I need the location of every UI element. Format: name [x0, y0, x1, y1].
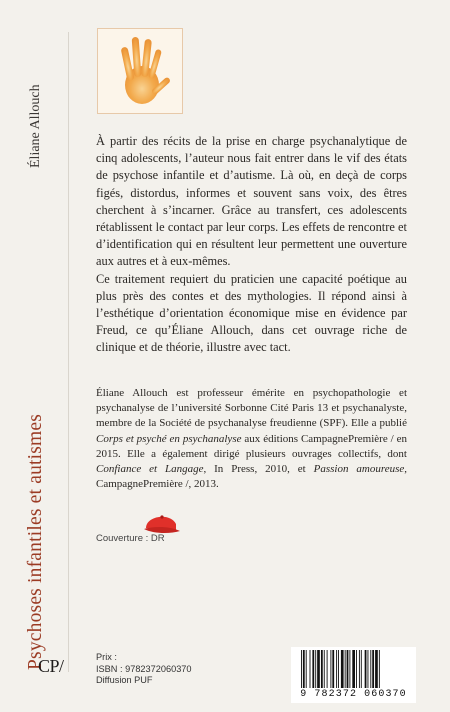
bio-text-3: , In Press, 2010, et — [203, 463, 314, 476]
spine-author: Éliane Allouch — [28, 84, 43, 168]
barcode-bar — [349, 650, 350, 688]
barcode-bar — [379, 650, 380, 688]
spine-title: Psychoses infantiles et autismes — [25, 413, 46, 670]
barcode-bar — [341, 650, 344, 688]
barcode-bar — [338, 650, 339, 688]
publisher-logo: CP/ — [38, 656, 64, 676]
barcode-bar — [312, 650, 314, 688]
barcode-bar — [365, 650, 367, 688]
barcode-bar — [321, 650, 323, 688]
bio-text-4: , CampagnePremière /, 2013. — [96, 463, 408, 491]
barcode-bar — [359, 650, 360, 688]
barcode-bar — [315, 650, 316, 688]
isbn-label: ISBN : 9782372060370 — [96, 663, 192, 674]
bio-text-1: Éliane Allouch est professeur émérite en psychopathologie et psychanalyse de l’université Sorbonne Cité Paris 13 et psychanalyste, membre de la Société de psychanalyse freudienne (SPF). Elle a publié — [96, 387, 407, 430]
barcode-bar — [336, 650, 337, 688]
barcode-bar — [330, 650, 331, 688]
barcode-number: 9 782372 060370 — [300, 689, 407, 700]
synopsis-paragraph-1: À partir des récits de la prise en charge psychanalytique de cinq adolescents, l’auteur nous fait entrer dans le vif des états de psychose infantile et d’autisme. Là où, en deçà de corps figés, distordus, informes et souvent sans voix, des êtres cherchent à s’incarner. Grâce au transfert, ces adolescents rétablissent le contact par leur corps. Les effets de rencontre et d’identification qui en résultent leur permettent une ouverture aux autres et à eux-mêmes. — [96, 134, 407, 269]
bio-book-1: Corps et psyché en psychanalyse — [96, 432, 242, 445]
cover-credit: Couverture : DR — [96, 533, 165, 544]
bio-book-3: Passion amoureuse — [313, 463, 405, 476]
barcode-bar — [301, 650, 302, 688]
barcode-bar — [327, 650, 328, 688]
barcode-bar — [345, 650, 346, 688]
bio-book-2: Confiance et Langage — [96, 463, 204, 476]
hand-illustration — [97, 28, 183, 114]
price-block — [96, 652, 192, 687]
distribution-label: Diffusion PUF — [96, 675, 153, 686]
hand-icon — [98, 29, 182, 113]
barcode-bars — [301, 650, 406, 688]
price-label: Prix : — [96, 652, 117, 662]
spine-divider — [68, 32, 69, 672]
author-biography — [96, 386, 407, 492]
barcode-bar — [372, 650, 374, 688]
barcode-bar — [356, 650, 357, 688]
barcode-bar — [370, 650, 371, 688]
bio-text-2: aux éditions CampagnePremière / en 2015. Elle a également dirigé plusieurs ouvrages collectifs, dont — [96, 432, 407, 460]
barcode-bar — [375, 650, 378, 688]
barcode-bar — [303, 650, 305, 688]
barcode-bar — [310, 650, 311, 688]
barcode-bar — [347, 650, 349, 688]
barcode-bar — [332, 650, 334, 688]
barcode-bar — [361, 650, 362, 688]
synopsis-paragraph-2: Ce traitement requiert du praticien une capacité poétique au plus près des contes et des mythologies. Il répond ainsi à l’esthétique d’orientation économique mise en évidence par Freud, ce qu’Éliane Allouch, dans cet ouvrage riche de clinique et de théorie, illustre avec tact. — [96, 271, 407, 355]
barcode-bar — [352, 650, 355, 688]
barcode — [291, 647, 416, 703]
barcode-bar — [324, 650, 325, 688]
barcode-bar — [306, 650, 307, 688]
barcode-bar — [317, 650, 320, 688]
barcode-bar — [368, 650, 369, 688]
synopsis — [96, 133, 407, 357]
